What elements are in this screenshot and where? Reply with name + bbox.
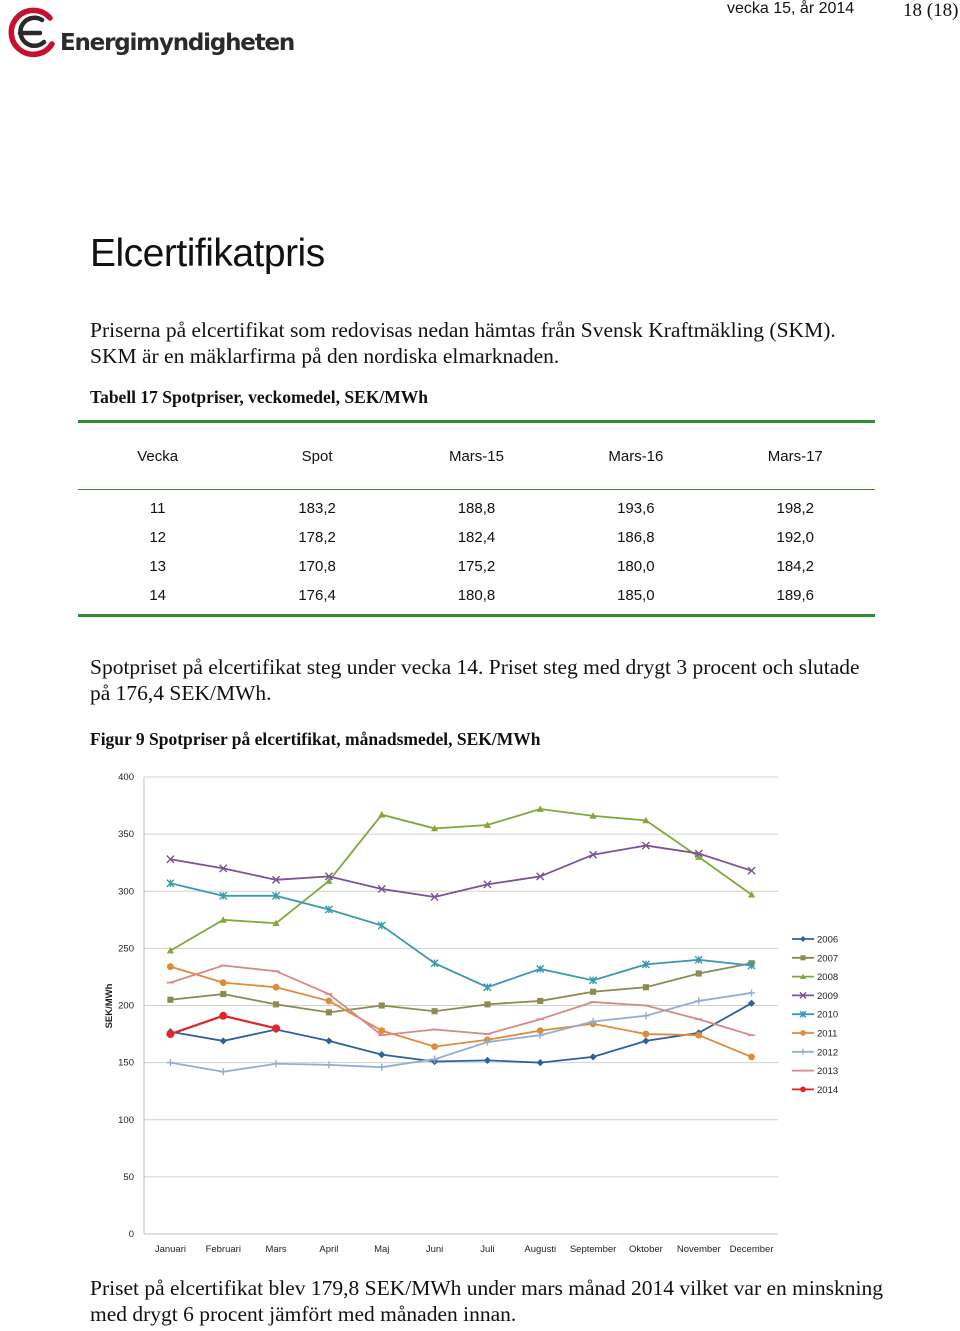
y-tick-label: 150 [118,1057,134,1069]
section-title: Elcertifikatpris [90,232,325,275]
legend-label: 2006 [817,934,839,946]
x-tick-label: December [729,1244,774,1255]
legend-label: 2010 [817,1009,839,1021]
table-cell: 175,2 [457,558,496,575]
table-cell: 186,8 [617,529,655,546]
price-line-chart [100,765,860,1265]
series-line [170,809,751,951]
header-page-number: 18 (18) [903,0,959,21]
table-cell: 180,8 [457,587,496,604]
table-cell: 12 [149,529,167,546]
data-point [219,1012,227,1020]
table-cell: 183,2 [298,500,336,517]
legend-label: 2014 [817,1084,839,1096]
x-tick-label: Juli [480,1244,495,1255]
table-cell: 14 [149,587,167,604]
y-tick-label: 0 [128,1229,134,1240]
table-header-row [78,423,875,489]
middle-paragraph: Spotpriset på elcertifikat steg under vecka 14. Priset steg med drygt 3 procent och slutade på 176,4 SEK/MWh. [90,655,860,705]
table-body [78,490,875,614]
table-cell: 180,0 [617,558,655,575]
table-caption: Tabell 17 Spotpriser, veckomedel, SEK/MWh [90,387,429,407]
closing-paragraph: Priset på elcertifikat blev 179,8 SEK/MWh under mars månad 2014 vilket var en minskning med drygt 6 procent jämfört med månaden innan. [90,1276,883,1326]
y-tick-label: 300 [118,886,134,898]
series-2008 [167,805,755,953]
legend-item [792,1085,838,1096]
figure-caption: Figur 9 Spotpriser på elcertifikat, månadsmedel, SEK/MWh [90,729,541,749]
data-point [800,1087,806,1093]
series-2010 [167,880,755,991]
legend-item [792,1029,837,1040]
y-tick-label: 100 [118,1114,134,1126]
data-point [272,1060,279,1067]
column-header: Mars-17 [767,447,823,465]
series-line [170,883,751,987]
x-tick-label: Februari [205,1244,241,1255]
table-cell: 192,0 [776,529,815,546]
legend-item [792,1010,838,1021]
legend-item [792,953,838,964]
data-point [273,984,280,991]
table-cell: 184,2 [776,558,815,575]
data-point [800,955,805,960]
legend-label: 2008 [817,972,839,984]
data-point [695,1032,702,1039]
table-cell: 170,8 [298,558,336,575]
series-line [170,1003,751,1062]
table-cell: 193,6 [617,500,655,517]
data-point [800,936,806,942]
table-cell: 178,2 [298,529,336,546]
column-header: Spot [301,447,333,465]
data-point [431,1043,438,1050]
spot-price-table [78,420,875,617]
x-tick-label: Juni [425,1244,444,1255]
legend-item [792,991,838,1002]
data-point [484,1001,490,1007]
data-point [695,997,702,1004]
data-point [642,1037,649,1044]
column-header: Mars-15 [448,447,504,465]
data-point [748,989,755,996]
column-header: Vecka [137,447,179,465]
intro-paragraph: Priserna på elcertifikat som redovisas nedan hämtas från Svensk Kraftmäkling (SKM). SKM är en mäklarfirma på den nordiska elmarknaden. [90,318,836,368]
data-point [167,997,173,1003]
data-point [642,1012,649,1019]
legend-item [792,1047,838,1058]
data-point [432,1008,438,1014]
legend-label: 2011 [817,1028,838,1040]
energimyndigheten-logo [6,6,295,62]
data-point [220,991,226,997]
data-point [589,1053,596,1060]
legend-label: 2013 [817,1066,839,1078]
data-point [696,970,702,976]
data-point [537,998,543,1004]
y-tick-label: 50 [123,1171,134,1183]
data-point [272,1024,280,1032]
data-point [379,1002,385,1008]
x-tick-label: April [319,1244,339,1255]
data-point [800,1030,806,1036]
data-point [220,1068,227,1075]
data-point [166,1030,174,1038]
x-tick-label: Maj [374,1244,390,1255]
y-axis-label: SEK/MWh [104,983,115,1029]
y-tick-label: 200 [118,1000,134,1012]
logo-wordmark: Energimyndigheten [60,30,295,56]
table-bottom-rule [78,614,875,617]
data-point [642,1031,649,1038]
data-point [800,1049,806,1055]
series-line [170,967,751,1057]
data-point [167,963,174,970]
column-header: Mars-16 [608,447,664,465]
table-row [78,552,875,581]
data-point [537,1059,544,1066]
data-point [220,1037,227,1044]
data-point [748,1053,755,1060]
legend-item [792,1066,838,1077]
table-row [78,494,875,523]
table-cell: 11 [149,500,166,517]
x-tick-label: Mars [265,1244,287,1255]
table-cell: 188,8 [457,500,496,517]
series-2009 [167,842,755,901]
y-tick-label: 350 [118,829,134,841]
data-point [220,979,227,986]
y-tick-label: 400 [118,772,134,783]
x-tick-label: Januari [154,1244,187,1255]
data-point [273,1001,279,1007]
table-row [78,523,875,552]
logo-mark-icon [6,6,58,58]
legend-label: 2007 [817,953,839,965]
table-cell: 185,0 [617,587,655,604]
table-cell: 198,2 [776,500,815,517]
y-tick-label: 250 [118,943,134,955]
legend-label: 2009 [817,990,839,1002]
chart-svg [100,765,860,1265]
x-tick-label: November [676,1244,721,1255]
x-tick-label: September [569,1244,617,1255]
table-cell: 182,4 [457,529,496,546]
data-point [378,1064,385,1071]
header-week: vecka 15, år 2014 [727,0,855,17]
data-point [167,1059,174,1066]
data-point [643,984,649,990]
table-cell: 13 [149,558,167,575]
data-point [590,989,596,995]
legend-label: 2012 [817,1047,839,1059]
legend-item [792,972,838,983]
data-point [325,1037,332,1044]
data-point [325,998,332,1005]
table-cell: 176,4 [298,587,336,604]
series-line [170,846,751,897]
table-row [78,581,875,610]
legend-item [792,935,838,946]
data-point [378,811,385,817]
data-point [378,1051,385,1058]
x-tick-label: Augusti [524,1244,557,1255]
x-tick-label: Oktober [629,1244,663,1255]
data-point [431,960,438,967]
table-cell: 189,6 [776,587,815,604]
data-point [326,1009,332,1015]
series-line [170,963,751,1012]
